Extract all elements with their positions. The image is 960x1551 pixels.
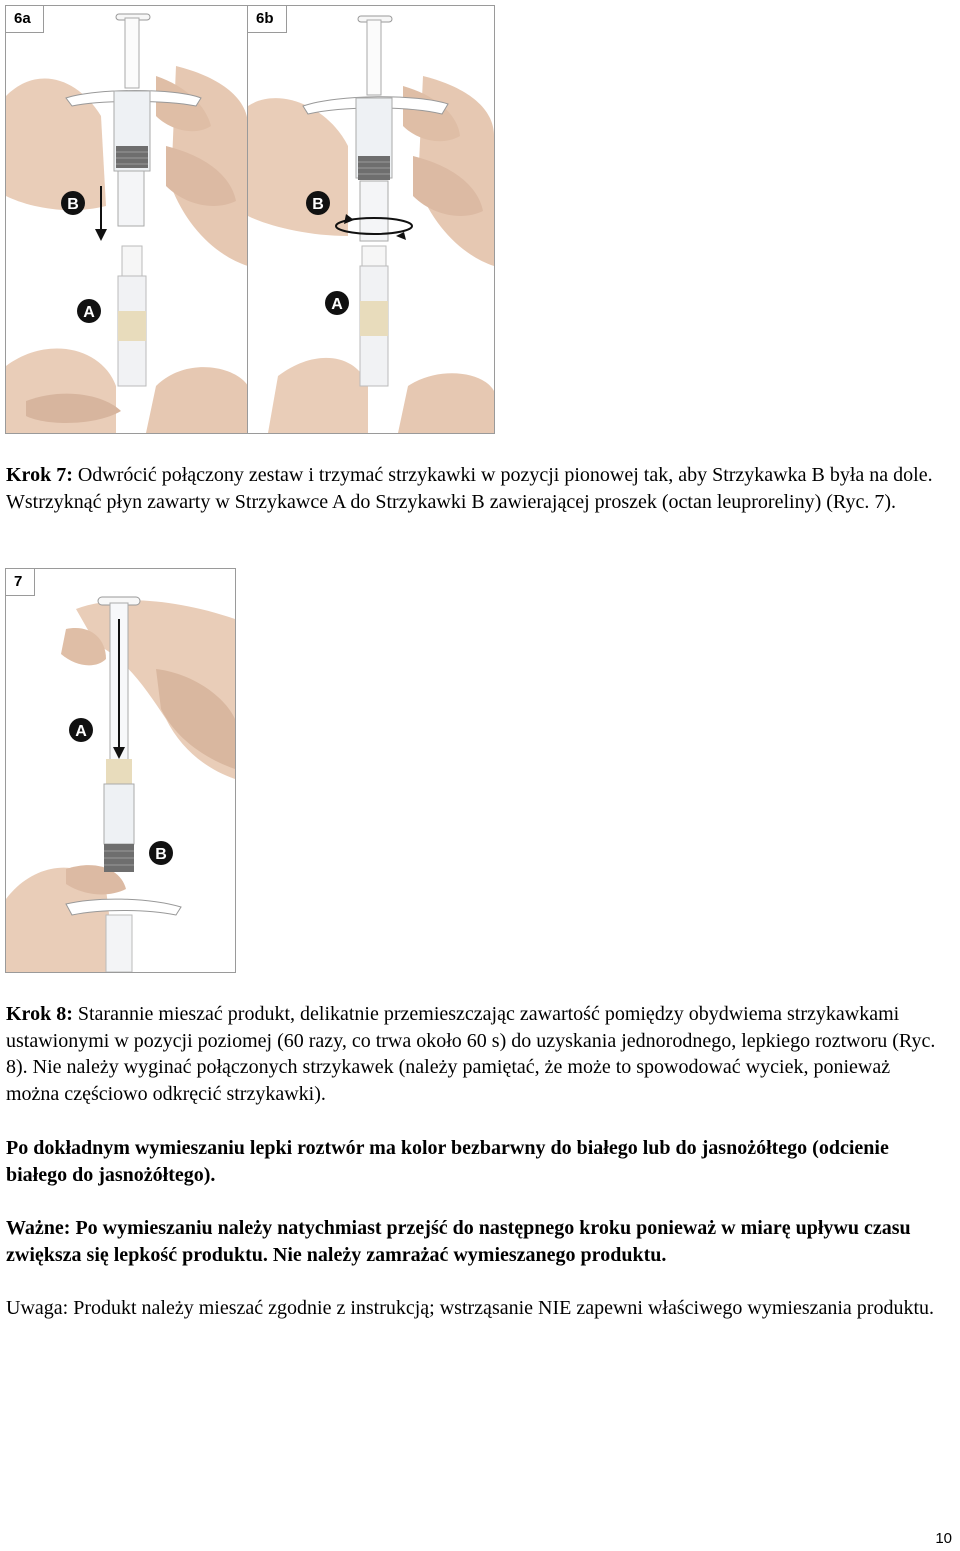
step-7-paragraph — [6, 462, 946, 515]
marker-b: B — [312, 196, 324, 213]
syringe-illustration-7 — [6, 569, 235, 972]
figure-6a — [5, 5, 249, 434]
important-text: Po wymieszaniu należy natychmiast przejść do następnego kroku ponieważ w miarę upływu czasu zwiększa się lepkość produktu. Nie należy zamrażać wymieszanego produktu. — [6, 1217, 911, 1266]
marker-a: A — [75, 723, 87, 740]
important-lead: Ważne: — [6, 1217, 71, 1239]
figure-label: 6b — [248, 6, 287, 33]
step-8-paragraph — [6, 1001, 946, 1107]
warning-paragraph: Uwaga: Produkt należy mieszać zgodnie z instrukcją; wstrząsanie NIE zapewni właściwego wymieszania produktu. — [6, 1297, 935, 1319]
color-note-paragraph: Po dokładnym wymieszaniu lepki roztwór ma kolor bezbarwny do białego lub do jasnożółtego (odcienie białego do jasnożółtego). — [6, 1137, 889, 1186]
syringe-illustration-6a — [6, 6, 248, 433]
figure-6b — [247, 5, 495, 434]
step-7-text: Odwrócić połączony zestaw i trzymać strzykawki w pozycji pionowej tak, aby Strzykawka B była na dole. Wstrzyknąć płyn zawarty w Strzykawce A do Strzykawki B zawierającej proszek (octan leuproreliny) (Ryc. 7). — [6, 464, 933, 513]
step-8-lead: Krok 8: — [6, 1003, 73, 1025]
marker-b: B — [155, 846, 167, 863]
marker-b: B — [67, 196, 79, 213]
step-8-text: Starannie mieszać produkt, delikatnie przemieszczając zawartość pomiędzy obydwiema strzykawkami ustawionymi w pozycji poziomej (60 razy, co trwa około 60 s) do uzyskania jednorodnego, lepkiego roztworu (Ryc. 8). Nie należy wyginać połączonych strzykawek (należy pamiętać, że może to spowodować wyciek, ponieważ można częściowo odkręcić strzykawki). — [6, 1003, 936, 1105]
figure-label: 7 — [6, 569, 35, 596]
page-number: 10 — [935, 1530, 952, 1547]
step-7-lead: Krok 7: — [6, 464, 73, 486]
important-paragraph — [6, 1215, 946, 1268]
syringe-illustration-6b — [248, 6, 494, 433]
figure-label: 6a — [6, 6, 44, 33]
marker-a: A — [83, 304, 95, 321]
figure-7 — [5, 568, 236, 973]
marker-a: A — [331, 296, 343, 313]
